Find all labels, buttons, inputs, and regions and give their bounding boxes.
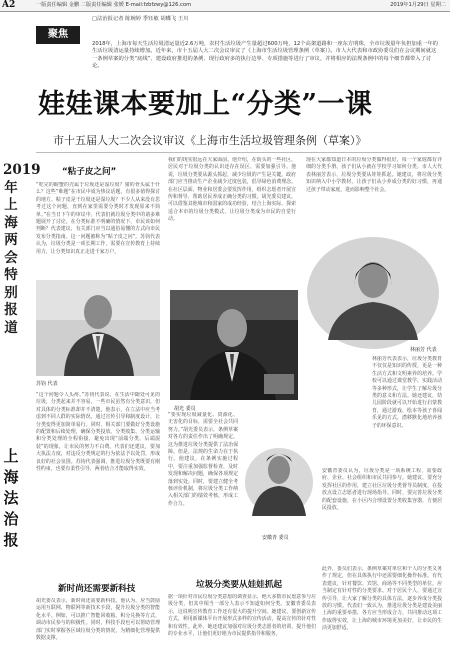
left-vertical-strip (0, 14, 41, 664)
photo-an-huiqing (244, 432, 314, 532)
article-column-3d: 此外，委员们表示，条例草案对单位和个人的分类义务作了规定，但在具体执行中还需要细化操作标准。有代表建议，针对餐饮、宾馆、商场等不同类型的单位，应当制定有针对性的分类要求。对于居民个人，要通过宣传引导，让大家了解分类的具体方法，逐步养成分类投放的习惯。代表们一致认为，推进垃圾分类是建设美丽上海的重要举措，各方应当形成合力，共同推动这项工作取得实效，让上海的城市环境更加美好，让市民的生活更加舒适。 (322, 566, 442, 632)
photo-su-jun (36, 280, 160, 376)
article-column-2c: 据一项针对市民垃圾分类意愿的调查显示，绝大多数市民愿意参与垃圾分类，但其中相当一部分人表示不知道如何分类。安徽青委员表示，这说明宣传教育工作还有很大的提升空间。她建议，要创新宣传方式，利用新媒体平台开展形式多样的宣传活动，提高宣传的针对性和有效性。此外，她还建议加强对垃圾分类志愿者的培训，提升他们的专业水平，让他们更好地为市民提供指导和服务。 (168, 594, 316, 638)
page-header-bar (0, 0, 450, 12)
article-column-3c: 安徽青委员认为，垃圾分类是一项系统工程，需要政府、企业、社会组织和市民共同参与。她建议，要充分发挥社区的作用，建立社区垃圾分类督导员制度，在投放点设立志愿者进行现场指导。同时，要完善垃圾分类的配套设施，在小区内合理设置分类收集容器，方便居民投放。 (322, 468, 442, 512)
article-column-1c: 胡光委员表示，新时尚还需要新科技。他认为，应当鼓励运用互联网、物联网等新技术手段，提升垃圾分类的智能化水平。例如，可以推广智能回收箱、积分兑换等方式，调动市民参与的积极性。同时，科技手段也可以帮助管理部门实时掌握各区域垃圾分类的情况，为精细化管理提供数据支撑。 (36, 598, 160, 642)
subheading-new-trend: 新时尚还需要新科技 (58, 584, 136, 594)
issue-date: 2019年1月29日 星期二 (390, 2, 446, 8)
article-column-1b: “这个问题令人头疼。”苏钧代表说，在生活中随处可见的垃圾，分类起来并不容易，一些市民虽然有分类意识，但对具体的分类标准却并不清楚。他表示，在立法中应当考虑到不同人群的实际情况，通过宣传引导和制度设计，让分类变得更加简单易行。同时，相关部门要做好分类设施的配置和后续处理，确保分类投放、分类收集、分类运输和分类处理的全程衔接，避免出现“前端分类、后端混装”的现象，让市民的努力不白费。代表们还建议，要加大执法力度，对违反分类规定的行为依法予以处罚，形成良好的社会氛围。苏钧代表强调，推进垃圾分类既要有刚性约束，也要有柔性引导，两者结合才能取得实效。 (36, 392, 160, 473)
caption-su-jun: 苏钧 代表 (36, 381, 58, 387)
portrait-image (36, 280, 160, 376)
photo-lin-lifang (306, 236, 440, 350)
reporter-credits: □法治报记者 陈婉婷 季钰敏 胡蝶飞 王川 (92, 16, 189, 22)
article-column-2b: “要实现垃圾减量化、资源化、无害化的目标，需要全社会共同努力。”胡光委员表示，条例草案对各方的责任作出了明确规定，这为推进垃圾分类提供了法治保障。但是，法规的生命力在于执行。他建议，在条例实施过程中，要注重加强监督检查，及时发现和解决问题，确保各项规定落到实处。同时，要建立健全考核评价机制，将垃圾分类工作纳入相关部门的绩效考核，形成工作合力。 (168, 412, 238, 507)
caption-lin-lifang: 林丽芳 代表 (410, 347, 437, 353)
portrait-image (244, 432, 314, 532)
photo-hu-guang (170, 290, 298, 400)
article-column-2: 我们的现实很远在大家面前。他介绍，在街头的一些社区，居民对于垃圾分类的认识还存在误区，需要加强引导。他说，垃圾分类要从源头抓起，减少垃圾的产生是关键。政府部门应当推动生产企业减少过度包装，倡导绿色消费理念。在社区层面，物业和居委会要发挥作用，组织志愿者开展宣传和督导，帮助居民养成正确分类的习惯。胡光委员建议，可以借鉴其他城市和国家的成功经验，结合上海实际，探索适合本市的垃圾分类模式，让垃圾分类成为市民的自觉行动。 (168, 157, 296, 223)
article-column-3b: 林丽芳代表表示，垃圾分类教育不仅仅是知识的传授，更是一种生活方式和文明素养的培养。学校可以通过课堂教学、实践活动等多种形式，让学生了解垃圾分类的意义和方法。她还建议，幼儿园阶段就可以开始进行启蒙教育，通过游戏、绘本等孩子喜闻乐见的方式，潜移默化地培养孩子的环保意识。 (372, 356, 442, 429)
portrait-image (306, 236, 440, 350)
article-column-3: 现在大家都知道日本的垃圾分类做得很好，每一个家庭都有详细的分类手册，孩子们从小就在学校学习如何分类。市人大代表林丽芳表示，垃圾分类要从娃娃抓起。她建议，将垃圾分类知识纳入中小学教材，让孩子们从小养成分类的好习惯，再通过孩子带动家庭，进而影响整个社会。 (306, 157, 442, 193)
editor-info: 一版责任编辑 金鹏 二版责任编辑 张媛 E-mail:fzbfzwy@126.com (36, 2, 192, 8)
lead-paragraph: 2018年，上海市每天生活垃圾清运量近2.6万吨，农村生活垃圾产生量超过600万吨，12个高架道路和一座东方明珠，全市垃圾量年负担加重一年的生活垃圾清运量持续增加。近年来，市十五届人大二次会议审议了《上海市生活垃圾管理条例（草案）》。市人大代表和市政协委员们在会议期间就这一条例草案的分类“底线”、建设政府推进的条例、现行政府多的执行边界、专项措施等进行了审议，并将相应的法规条例中的每个细节都带入了讨论。 (92, 41, 438, 70)
subheading-classify-from-children: 垃圾分类要从娃娃抓起 (196, 580, 282, 590)
caption-an-huiqing: 安徽青 委员 (262, 535, 289, 541)
headline: 娃娃课本要加上“分类”一课 (38, 89, 373, 120)
section-label: 聚焦 (36, 26, 80, 44)
caption-hu-guang: 胡光 委员 (174, 406, 196, 412)
special-report-vertical-title: 2019年上海两会特别报道 (3, 162, 41, 336)
subheadline: 市十五届人大二次会议审议《上海市生活垃圾管理条例（草案）》 (53, 134, 367, 147)
quote-heading: “粘子皮之问” (62, 167, 117, 177)
newspaper-brand: 上海法治报 (3, 447, 19, 549)
page-number: A2 (2, 0, 16, 10)
divider (36, 152, 440, 153)
portrait-image (170, 290, 298, 400)
article-column-1: “吃完的螃蟹的壳属于垃圾还是湿垃圾？猪的骨头属于什么？这些”难题“在市民中成为热议话题，有很多值得探讨的地方。粘子皮是干垃圾还是湿垃圾？不少人从来没有思考过这个问题，直到在家里需要分类时才发现原来不简单。”在当日下午的审议中，代表们就垃圾分类中的诸多难题展开了讨论。在分类标准不明确的情况下，市民该如何判断？代表建议，有关部门应当以通俗易懂的方式向市民发布分类指南。这一问题被称为“粘子皮之问”。苏钧代表认为，垃圾分类是一项长期工作，需要在宣传教育上持续用力，让分类知识真正走进千家万户。 (36, 182, 160, 255)
